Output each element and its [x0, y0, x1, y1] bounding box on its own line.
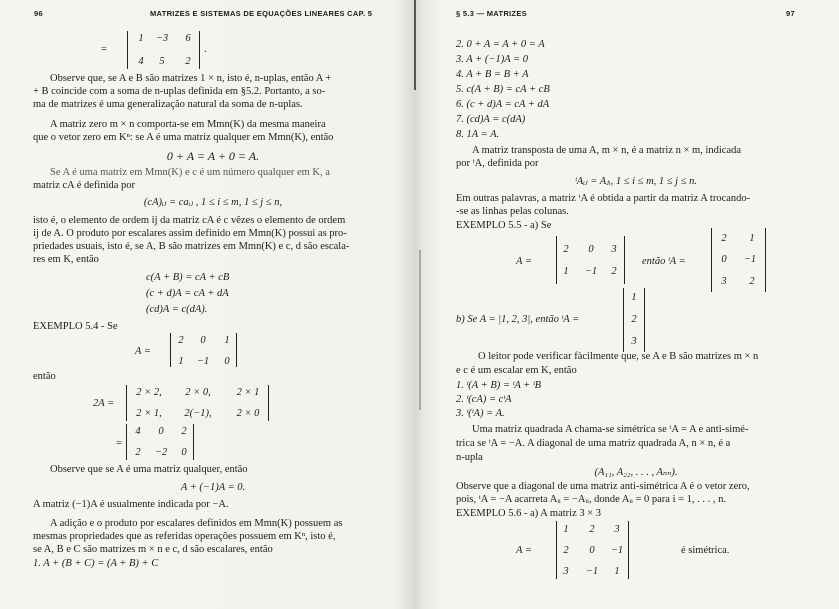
matrix-cell: 3 [563, 566, 569, 577]
paragraph-line: + B coincide com a soma de n-uplas definida em §5.2. Portanto, a so- [33, 86, 326, 97]
matrix-cell: 2 [563, 244, 569, 255]
matrix-bar-right [628, 521, 629, 579]
equation-transpose: ᵗAᵢⱼ = Aⱼᵢ, 1 ≤ i ≤ m, 1 ≤ j ≤ n. [575, 176, 697, 187]
matrix-cell: 2 × 2, [136, 387, 162, 398]
matrix-cell: 4 [135, 426, 141, 437]
property-line: (cd)A = c(dA). [146, 304, 208, 315]
property-line: 2. ᵗ(cA) = cᵗA [456, 394, 512, 405]
property-line: 7. (cd)A = c(dA) [456, 114, 526, 125]
paragraph-line: Uma matriz quadrada A chama-se simétrica se ᵗA = A e anti-simé- [472, 424, 749, 435]
matrix-cell: 3 [614, 524, 620, 535]
paragraph-line: Observe que, se A e B são matrizes 1 × n, isto é, n-uplas, então A + [50, 73, 332, 84]
matrix-cell: −1 [196, 356, 210, 367]
paragraph-line: trica se ᵗA = −A. A diagonal de uma matriz quadrada A, n × n, é a [456, 438, 731, 449]
matrix-cell: 4 [138, 56, 144, 67]
paragraph-line: Se A é uma matriz em Mmn(K) e c é um número qualquer em K, a [50, 167, 330, 178]
matrix-equals: = [101, 44, 107, 55]
matrix-bar-left [711, 228, 712, 292]
matrix-cell: −2 [154, 447, 168, 458]
matrix-cell: 1 [563, 266, 569, 277]
left-page-number: 96 [34, 9, 43, 18]
matrix-bar-left [126, 424, 127, 460]
paragraph-line: n-upla [456, 452, 483, 463]
property-line: 2. 0 + A = A + 0 = A [456, 39, 545, 50]
paragraph-line: isto é, o elemento de ordem ij da matriz cA é c vêzes o elemento de ordem [33, 215, 346, 226]
paragraph-line: que o vetor zero em Kⁿ: se A é uma matriz qualquer em Mmn(K), então [33, 132, 334, 143]
paragraph-line: Observe que se A é uma matriz qualquer, então [50, 464, 248, 475]
property-line: 8. 1A = A. [456, 129, 500, 140]
matrix-cell: 2 [563, 545, 569, 556]
matrix-cell: 2 × 0 [236, 408, 260, 419]
matrix-cell: −1 [610, 545, 624, 556]
matrix-cell: 1 [749, 233, 755, 244]
matrix-bar-left [126, 385, 127, 421]
paragraph-line: res em K, então [33, 254, 99, 265]
paragraph-line: matriz cA é definida por [33, 180, 136, 191]
matrix-cell: 2 [185, 56, 191, 67]
paragraph-line: por ᵗA, definida por [456, 158, 539, 169]
paragraph-line: A matriz (−1)A é usualmente indicada por −A. [33, 499, 229, 510]
paragraph-line: ma de matrizes é uma generalização natural da soma de n-uplas. [33, 99, 303, 110]
matrix-cell: 3 [611, 244, 617, 255]
matrix-cell: 3 [631, 336, 637, 347]
matrix-bar-right [199, 31, 200, 69]
matrix-bar-right [765, 228, 766, 292]
matrix-cell: 2 [631, 314, 637, 325]
matrix-cell: 0 [224, 356, 230, 367]
matrix-cell: 1 [224, 335, 230, 346]
matrix-period: . [204, 44, 207, 55]
matrix-bar-left [170, 333, 171, 367]
right-page-number: 97 [786, 9, 795, 18]
equals-sign: = [116, 438, 122, 449]
matrix-cell: 3 [721, 276, 727, 287]
matrix-cell: 0 [200, 335, 206, 346]
property-line: (c + d)A = cA + dA [146, 288, 229, 299]
paragraph-line: A matriz transposta de uma A, m × n, é a matriz n × m, indicada [472, 145, 742, 156]
matrix-lhs: 2A = [93, 398, 115, 409]
equation-negative: A + (−1)A = 0. [180, 482, 246, 493]
matrix-cell: −3 [155, 33, 169, 44]
matrix-cell: 1 [563, 524, 569, 535]
paragraph-line: se A, B e C são matrizes m × n e c, d são escalares, então [33, 544, 273, 555]
property-line: 1. ᵗ(A + B) = ᵗA + ᵗB [456, 380, 542, 391]
property-line: 6. (c + d)A = cA + dA [456, 99, 550, 110]
matrix-bar-left [556, 236, 557, 284]
book-gutter [405, 0, 427, 609]
matrix-cell: 2 × 0, [185, 387, 211, 398]
property-line: c(A + B) = cA + cB [146, 272, 230, 283]
paragraph-line: então [33, 371, 56, 382]
matrix-lhs: então ᵗA = [642, 256, 686, 267]
matrix-cell: 2 [135, 447, 141, 458]
matrix-cell: 2 × 1, [136, 408, 162, 419]
paragraph-line: Observe que a diagonal de uma matriz anti-simétrica A é o vetor zero, [456, 481, 750, 492]
paragraph-line: ij de A. O produto por escalares assim definido em Mmn(K) possui as pro- [33, 228, 347, 239]
example-title: EXEMPLO 5.4 - Se [33, 321, 118, 332]
equation-zero: 0 + A = A + 0 = A. [166, 149, 260, 163]
paragraph-line: Em outras palavras, a matriz ᵗA é obtida a partir da matriz A trocando- [456, 193, 751, 204]
matrix-cell: 0 [588, 244, 594, 255]
matrix-bar-right [268, 385, 269, 421]
matrix-cell: 2(−1), [184, 408, 212, 419]
right-page [430, 0, 839, 609]
paragraph-line: mesmas propriedades que as referidas operações possuem em Kⁿ, isto é, [33, 531, 336, 542]
matrix-cell: 2 × 1 [236, 387, 260, 398]
matrix-bar-right [236, 333, 237, 367]
matrix-cell: −1 [743, 254, 757, 265]
matrix-cell: 0 [589, 545, 595, 556]
matrix-cell: 0 [158, 426, 164, 437]
matrix-cell: −1 [584, 266, 598, 277]
matrix-bar-left [623, 288, 624, 352]
matrix-cell: 2 [721, 233, 727, 244]
example-title: EXEMPLO 5.5 - a) Se [456, 220, 552, 231]
matrix-cell: 2 [611, 266, 617, 277]
property-line: 3. A + (−1)A = 0 [456, 54, 529, 65]
paragraph-line: priedades usuais, isto é, se A, B são matrizes em Mmn(K) e c, d são escala- [33, 241, 350, 252]
matrix-cell: 0 [181, 447, 187, 458]
matrix-cell: 6 [185, 33, 191, 44]
equation-scalar: (cA)ᵢⱼ = caᵢⱼ , 1 ≤ i ≤ m, 1 ≤ j ≤ n, [143, 197, 283, 208]
matrix-cell: 1 [138, 33, 144, 44]
property-line: 4. A + B = B + A [456, 69, 529, 80]
matrix-bar-left [556, 521, 557, 579]
matrix-cell: 2 [178, 335, 184, 346]
matrix-bar-left [127, 31, 128, 69]
matrix-cell: 0 [721, 254, 727, 265]
right-running-head: § 5.3 — MATRIZES [456, 9, 527, 18]
left-page [0, 0, 412, 609]
matrix-lhs: A = [135, 346, 151, 357]
property-line: 5. c(A + B) = cA + cB [456, 84, 550, 95]
diagonal-tuple: (A₁₁, A₂₂, . . . , Aₙₙ). [594, 467, 678, 478]
matrix-cell: 2 [181, 426, 187, 437]
matrix-bar-right [193, 424, 194, 460]
gutter-shadow [414, 0, 416, 90]
paragraph-line: e c é um escalar em K, então [456, 365, 577, 376]
paragraph-line: é simétrica. [681, 545, 730, 556]
paragraph-line: O leitor pode verificar fàcilmente que, se A e B são matrizes m × n [478, 351, 759, 362]
matrix-bar-right [624, 236, 625, 284]
property-line: 3. ᵗ(ᵗA) = A. [456, 408, 505, 419]
matrix-lhs: A = [516, 545, 532, 556]
paragraph-line: pois, ᵗA = −A acarreta Aᵢᵢ = −Aᵢᵢ, donde Aᵢᵢ = 0 para i = 1, . . . , n. [456, 494, 727, 505]
matrix-cell: 2 [589, 524, 595, 535]
matrix-cell: 1 [614, 566, 620, 577]
paragraph-line: A adição e o produto por escalares definidos em Mmn(K) possuem as [50, 518, 343, 529]
matrix-cell: 1 [178, 356, 184, 367]
matrix-cell: 2 [749, 276, 755, 287]
paragraph-line: A matriz zero m × n comporta-se em Mmn(K) da mesma maneira [50, 119, 326, 130]
gutter-shadow [419, 250, 421, 410]
matrix-cell: −1 [585, 566, 599, 577]
matrix-lhs: A = [516, 256, 532, 267]
matrix-bar-right [644, 288, 645, 352]
example-part-b: b) Se A = |1, 2, 3|, então ᵗA = [456, 314, 580, 325]
matrix-cell: 5 [159, 56, 165, 67]
left-running-head: MATRIZES E SISTEMAS DE EQUAÇÕES LINEARES CAP. 5 [150, 9, 373, 18]
example-title: EXEMPLO 5.6 - a) A matriz 3 × 3 [456, 508, 602, 519]
paragraph-line: -se as linhas pelas colunas. [456, 206, 569, 217]
matrix-cell: 1 [631, 292, 637, 303]
property-line: 1. A + (B + C) = (A + B) + C [33, 558, 159, 569]
